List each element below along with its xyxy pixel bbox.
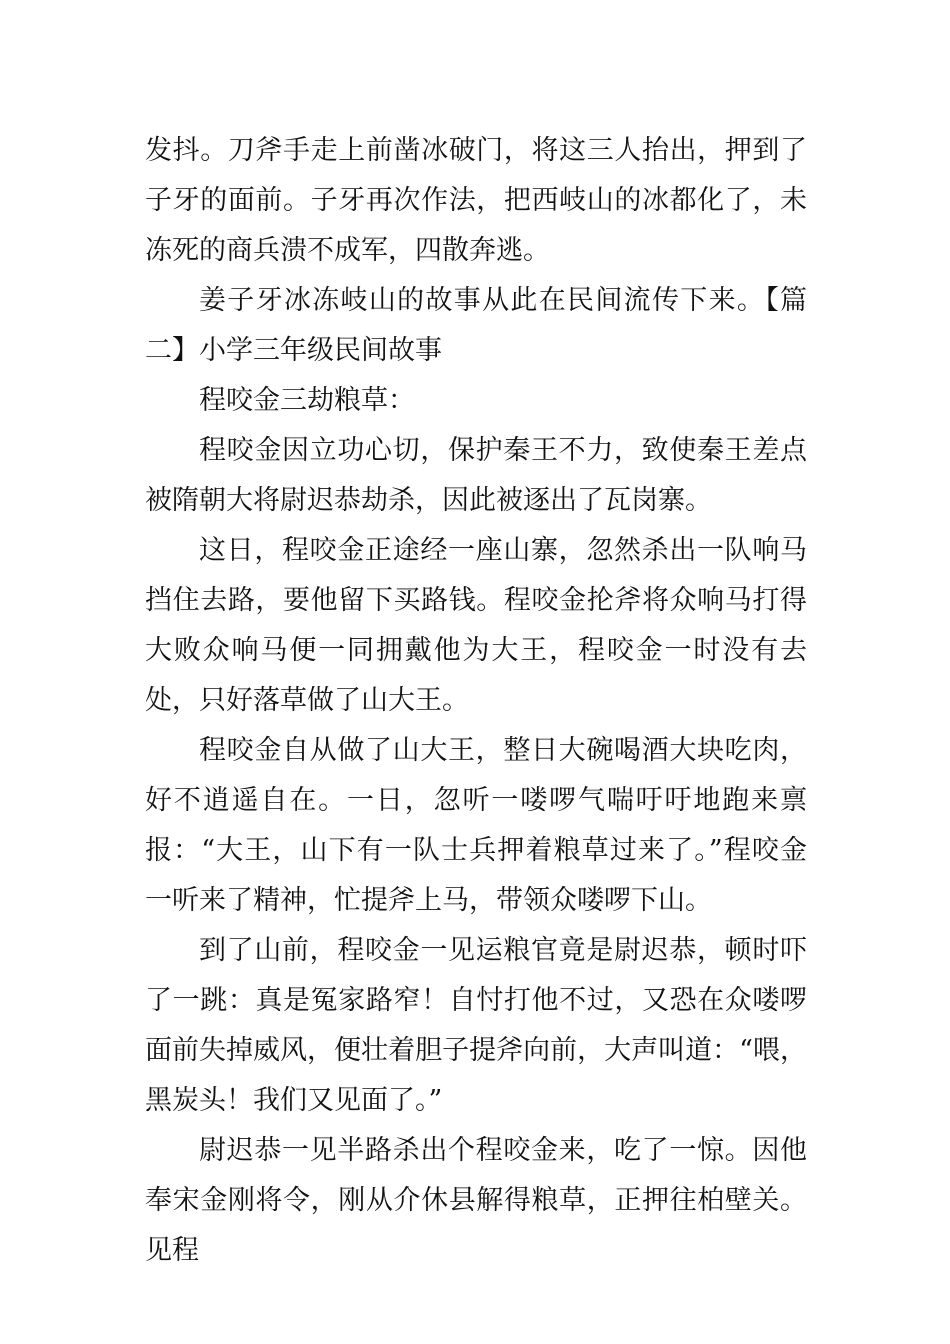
paragraph-8: 尉迟恭一见半路杀出个程咬金来，吃了一惊。因他奉宋金刚将令，刚从介休县解得粮草，正押往柏壁关。见程 <box>145 1135 807 1266</box>
paragraph-1: 发抖。刀斧手走上前凿冰破门，将这三人抬出，押到了子牙的面前。子牙再次作法，把西岐山的冰都化了，未冻死的商兵溃不成军，四散奔逃。 <box>145 135 807 266</box>
document-body <box>145 126 807 1276</box>
paragraph-2: 姜子牙冰冻岐山的故事从此在民间流传下来。【篇二】小学三年级民间故事 <box>145 285 807 366</box>
paragraph-4: 程咬金因立功心切，保护秦王不力，致使秦王差点被隋朝大将尉迟恭劫杀，因此被逐出了瓦岗寨。 <box>145 435 807 516</box>
paragraph-5: 这日，程咬金正途经一座山寨，忽然杀出一队响马挡住去路，要他留下买路钱。程咬金抡斧将众响马打得大败众响马便一同拥戴他为大王，程咬金一时没有去处，只好落草做了山大王。 <box>145 535 807 716</box>
paragraph-3: 程咬金三劫粮草： <box>199 385 415 416</box>
paragraph-6: 程咬金自从做了山大王，整日大碗喝酒大块吃肉，好不逍遥自在。一日，忽听一喽啰气喘吁吁地跑来禀报：“大王，山下有一队士兵押着粮草过来了。”程咬金一听来了精神，忙提斧上马，带领众喽啰下山。 <box>145 735 807 916</box>
paragraph-7: 到了山前，程咬金一见运粮官竟是尉迟恭，顿时吓了一跳：真是冤家路窄！自忖打他不过，又恐在众喽啰面前失掉威风，便壮着胆子提斧向前，大声叫道：“喂，黑炭头！我们又见面了。” <box>145 935 807 1116</box>
